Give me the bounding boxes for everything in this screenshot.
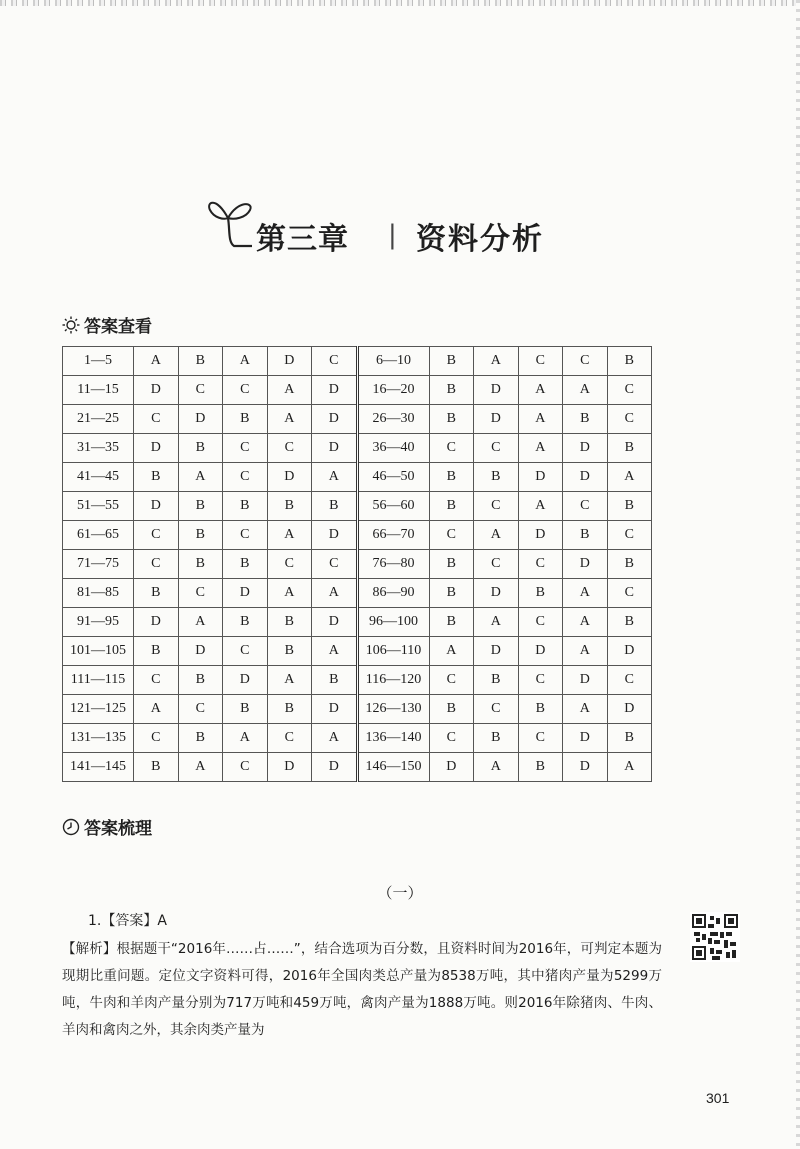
answer-cell: A bbox=[518, 434, 563, 463]
answer-cell: A bbox=[518, 492, 563, 521]
answer-cell: A bbox=[312, 579, 358, 608]
question-answer: 1.【答案】A bbox=[88, 913, 167, 929]
chapter-header bbox=[200, 192, 544, 262]
answer-cell: A bbox=[518, 405, 563, 434]
answer-cell: B bbox=[178, 434, 223, 463]
answer-cell: B bbox=[223, 405, 268, 434]
answer-cell: C bbox=[429, 666, 474, 695]
answer-cell: C bbox=[563, 492, 608, 521]
section-answer-check bbox=[62, 312, 152, 337]
question-range-cell: 141—145 bbox=[63, 753, 134, 782]
answer-cell: D bbox=[134, 608, 179, 637]
answer-cell: C bbox=[134, 550, 179, 579]
answer-cell: C bbox=[518, 550, 563, 579]
answer-cell: B bbox=[178, 724, 223, 753]
answer-cell: D bbox=[267, 753, 312, 782]
question-range-cell: 101—105 bbox=[63, 637, 134, 666]
answer-cell: A bbox=[607, 463, 652, 492]
answer-cell: B bbox=[134, 579, 179, 608]
answer-cell: D bbox=[312, 608, 358, 637]
answer-cell: B bbox=[429, 405, 474, 434]
answer-cell: B bbox=[607, 550, 652, 579]
answer-cell: D bbox=[223, 579, 268, 608]
answer-cell: C bbox=[223, 463, 268, 492]
answer-cell: B bbox=[429, 695, 474, 724]
table-row bbox=[63, 666, 652, 695]
answer-cell: A bbox=[267, 579, 312, 608]
answer-cell: D bbox=[312, 405, 358, 434]
answer-cell: B bbox=[267, 637, 312, 666]
answer-cell: B bbox=[429, 550, 474, 579]
answer-cell: B bbox=[178, 521, 223, 550]
answer-cell: B bbox=[429, 463, 474, 492]
answer-cell: A bbox=[178, 753, 223, 782]
analysis-paragraph: 【解析】根据题干“2016年……占……”，结合选项为百分数，且资料时间为2016年，可判定本题为现期比重问题。定位文字资料可得，2016年全国肉类总产量为8538万吨，其中猪肉产量为5299万吨，牛肉和羊肉产量分别为717万吨和459万吨，禽肉产量为1888万吨。则2016年除猪肉、牛肉、羊肉和禽肉之外，其余肉类产量为 bbox=[62, 941, 662, 1038]
answer-cell: A bbox=[563, 608, 608, 637]
answer-cell: D bbox=[607, 695, 652, 724]
question-range-cell: 21—25 bbox=[63, 405, 134, 434]
answer-cell: A bbox=[563, 579, 608, 608]
answer-cell: B bbox=[267, 492, 312, 521]
question-range-cell: 116—120 bbox=[357, 666, 429, 695]
answer-cell: C bbox=[223, 637, 268, 666]
answer-cell: B bbox=[223, 608, 268, 637]
answer-cell: A bbox=[267, 405, 312, 434]
answer-cell: D bbox=[518, 521, 563, 550]
table-row bbox=[63, 608, 652, 637]
answer-cell: B bbox=[178, 347, 223, 376]
question-range-cell: 76—80 bbox=[357, 550, 429, 579]
question-range-cell: 126—130 bbox=[357, 695, 429, 724]
answer-cell: D bbox=[312, 521, 358, 550]
answer-cell: D bbox=[312, 434, 358, 463]
sprout-icon bbox=[204, 192, 256, 258]
answer-cell: C bbox=[134, 666, 179, 695]
question-range-cell: 86—90 bbox=[357, 579, 429, 608]
answer-cell: A bbox=[429, 637, 474, 666]
answer-cell: D bbox=[474, 579, 519, 608]
answer-cell: D bbox=[312, 695, 358, 724]
table-row bbox=[63, 492, 652, 521]
answer-cell: B bbox=[429, 492, 474, 521]
answer-cell: C bbox=[178, 376, 223, 405]
answer-cell: B bbox=[429, 376, 474, 405]
question-range-cell: 61—65 bbox=[63, 521, 134, 550]
question-range-cell: 91—95 bbox=[63, 608, 134, 637]
answer-cell: B bbox=[607, 347, 652, 376]
table-row bbox=[63, 550, 652, 579]
question-range-cell: 6—10 bbox=[357, 347, 429, 376]
answer-table bbox=[62, 346, 652, 782]
answer-cell: D bbox=[518, 637, 563, 666]
answer-cell: C bbox=[518, 608, 563, 637]
question-range-cell: 146—150 bbox=[357, 753, 429, 782]
answer-cell: C bbox=[607, 579, 652, 608]
answer-cell: A bbox=[134, 695, 179, 724]
chapter-separator: | bbox=[388, 220, 397, 250]
table-row bbox=[63, 695, 652, 724]
answer-cell: A bbox=[474, 347, 519, 376]
answer-cell: B bbox=[223, 492, 268, 521]
answer-cell: D bbox=[563, 434, 608, 463]
answer-cell: C bbox=[267, 724, 312, 753]
answer-cell: D bbox=[267, 463, 312, 492]
answer-cell: D bbox=[563, 550, 608, 579]
answer-cell: A bbox=[267, 521, 312, 550]
answer-cell: A bbox=[312, 724, 358, 753]
answer-cell: A bbox=[178, 608, 223, 637]
answer-cell: C bbox=[223, 376, 268, 405]
answer-cell: C bbox=[607, 666, 652, 695]
answer-cell: A bbox=[223, 724, 268, 753]
answer-cell: B bbox=[607, 434, 652, 463]
answer-cell: B bbox=[474, 724, 519, 753]
table-row bbox=[63, 753, 652, 782]
group-title: （一） bbox=[377, 884, 423, 902]
answer-cell: C bbox=[518, 724, 563, 753]
answer-cell: B bbox=[134, 637, 179, 666]
answer-cell: A bbox=[607, 753, 652, 782]
section-answer-explain-title: 答案梳理 bbox=[84, 819, 152, 839]
answer-cell: A bbox=[563, 637, 608, 666]
answer-cell: B bbox=[429, 579, 474, 608]
answer-cell: D bbox=[134, 434, 179, 463]
answer-cell: C bbox=[267, 550, 312, 579]
answer-cell: B bbox=[267, 608, 312, 637]
answer-cell: A bbox=[312, 637, 358, 666]
answer-cell: B bbox=[178, 666, 223, 695]
question-range-cell: 121—125 bbox=[63, 695, 134, 724]
answer-cell: B bbox=[178, 492, 223, 521]
answer-cell: A bbox=[134, 347, 179, 376]
table-row bbox=[63, 463, 652, 492]
answer-cell: B bbox=[518, 579, 563, 608]
answer-cell: B bbox=[518, 753, 563, 782]
answer-cell: C bbox=[474, 550, 519, 579]
answer-cell: B bbox=[563, 405, 608, 434]
question-range-cell: 111—115 bbox=[63, 666, 134, 695]
answer-cell: C bbox=[474, 695, 519, 724]
answer-cell: A bbox=[563, 695, 608, 724]
question-range-cell: 41—45 bbox=[63, 463, 134, 492]
answer-cell: A bbox=[518, 376, 563, 405]
answer-cell: B bbox=[267, 695, 312, 724]
answer-cell: B bbox=[607, 724, 652, 753]
answer-cell: B bbox=[518, 695, 563, 724]
answer-cell: D bbox=[563, 463, 608, 492]
answer-cell: D bbox=[134, 492, 179, 521]
answer-cell: C bbox=[134, 521, 179, 550]
answer-cell: C bbox=[429, 724, 474, 753]
answer-cell: D bbox=[429, 753, 474, 782]
question-range-cell: 96—100 bbox=[357, 608, 429, 637]
answer-cell: C bbox=[267, 434, 312, 463]
answer-cell: C bbox=[518, 666, 563, 695]
answer-cell: B bbox=[607, 608, 652, 637]
chapter-title: 第三章 bbox=[256, 222, 349, 257]
question-range-cell: 31—35 bbox=[63, 434, 134, 463]
answer-cell: C bbox=[607, 376, 652, 405]
qr-code-icon[interactable] bbox=[690, 912, 740, 962]
section-answer-explain bbox=[62, 814, 152, 839]
answer-cell: A bbox=[267, 376, 312, 405]
answer-cell: B bbox=[312, 666, 358, 695]
answer-cell: D bbox=[178, 637, 223, 666]
answer-cell: A bbox=[474, 608, 519, 637]
answer-cell: D bbox=[607, 637, 652, 666]
table-row bbox=[63, 637, 652, 666]
page-number: 301 bbox=[706, 1090, 730, 1106]
answer-cell: B bbox=[474, 463, 519, 492]
question-range-cell: 71—75 bbox=[63, 550, 134, 579]
answer-cell: D bbox=[312, 753, 358, 782]
answer-cell: A bbox=[223, 347, 268, 376]
answer-cell: C bbox=[429, 434, 474, 463]
answer-cell: C bbox=[178, 695, 223, 724]
answer-cell: A bbox=[312, 463, 358, 492]
answer-cell: B bbox=[223, 550, 268, 579]
answer-cell: D bbox=[178, 405, 223, 434]
question-range-cell: 131—135 bbox=[63, 724, 134, 753]
answer-cell: D bbox=[134, 376, 179, 405]
chapter-subtitle: 资料分析 bbox=[416, 222, 544, 257]
answer-cell: C bbox=[178, 579, 223, 608]
answer-cell: B bbox=[178, 550, 223, 579]
answer-cell: B bbox=[134, 753, 179, 782]
answer-cell: A bbox=[474, 753, 519, 782]
answer-cell: A bbox=[178, 463, 223, 492]
answer-cell: D bbox=[563, 666, 608, 695]
answer-cell: D bbox=[474, 376, 519, 405]
answer-cell: A bbox=[267, 666, 312, 695]
sun-icon bbox=[62, 316, 80, 334]
table-row bbox=[63, 724, 652, 753]
section-answer-check-title: 答案查看 bbox=[84, 317, 152, 337]
table-row bbox=[63, 434, 652, 463]
answer-cell: C bbox=[223, 521, 268, 550]
answer-cell: B bbox=[474, 666, 519, 695]
answer-cell: C bbox=[223, 434, 268, 463]
question-range-cell: 106—110 bbox=[357, 637, 429, 666]
answer-cell: C bbox=[223, 753, 268, 782]
question-range-cell: 11—15 bbox=[63, 376, 134, 405]
question-range-cell: 16—20 bbox=[357, 376, 429, 405]
answer-cell: A bbox=[474, 521, 519, 550]
answer-cell: D bbox=[267, 347, 312, 376]
answer-cell: D bbox=[312, 376, 358, 405]
answer-cell: C bbox=[518, 347, 563, 376]
answer-cell: C bbox=[563, 347, 608, 376]
question-range-cell: 56—60 bbox=[357, 492, 429, 521]
scan-edge-right bbox=[796, 0, 800, 1149]
answer-cell: C bbox=[607, 521, 652, 550]
answer-cell: C bbox=[474, 434, 519, 463]
question-range-cell: 136—140 bbox=[357, 724, 429, 753]
answer-cell: D bbox=[474, 637, 519, 666]
answer-cell: B bbox=[429, 608, 474, 637]
answer-cell: C bbox=[474, 492, 519, 521]
question-range-cell: 81—85 bbox=[63, 579, 134, 608]
question-range-cell: 66—70 bbox=[357, 521, 429, 550]
answer-cell: C bbox=[312, 550, 358, 579]
table-row bbox=[63, 405, 652, 434]
question-range-cell: 36—40 bbox=[357, 434, 429, 463]
answer-cell: B bbox=[223, 695, 268, 724]
answer-cell: B bbox=[312, 492, 358, 521]
answer-cell: D bbox=[563, 724, 608, 753]
answer-cell: C bbox=[134, 724, 179, 753]
answer-cell: D bbox=[474, 405, 519, 434]
answer-cell: C bbox=[429, 521, 474, 550]
answer-cell: B bbox=[563, 521, 608, 550]
answer-cell: D bbox=[223, 666, 268, 695]
table-row bbox=[63, 376, 652, 405]
answer-cell: C bbox=[134, 405, 179, 434]
table-row bbox=[63, 347, 652, 376]
table-row bbox=[63, 579, 652, 608]
table-row bbox=[63, 521, 652, 550]
answer-cell: D bbox=[563, 753, 608, 782]
answer-cell: C bbox=[607, 405, 652, 434]
answer-cell: B bbox=[429, 347, 474, 376]
scan-edge-top bbox=[0, 0, 800, 6]
answer-cell: D bbox=[518, 463, 563, 492]
question-range-cell: 51—55 bbox=[63, 492, 134, 521]
answer-cell: B bbox=[134, 463, 179, 492]
clock-icon bbox=[62, 818, 80, 836]
answer-cell: B bbox=[607, 492, 652, 521]
question-range-cell: 1—5 bbox=[63, 347, 134, 376]
question-range-cell: 26—30 bbox=[357, 405, 429, 434]
question-range-cell: 46—50 bbox=[357, 463, 429, 492]
answer-cell: C bbox=[312, 347, 358, 376]
answer-cell: A bbox=[563, 376, 608, 405]
